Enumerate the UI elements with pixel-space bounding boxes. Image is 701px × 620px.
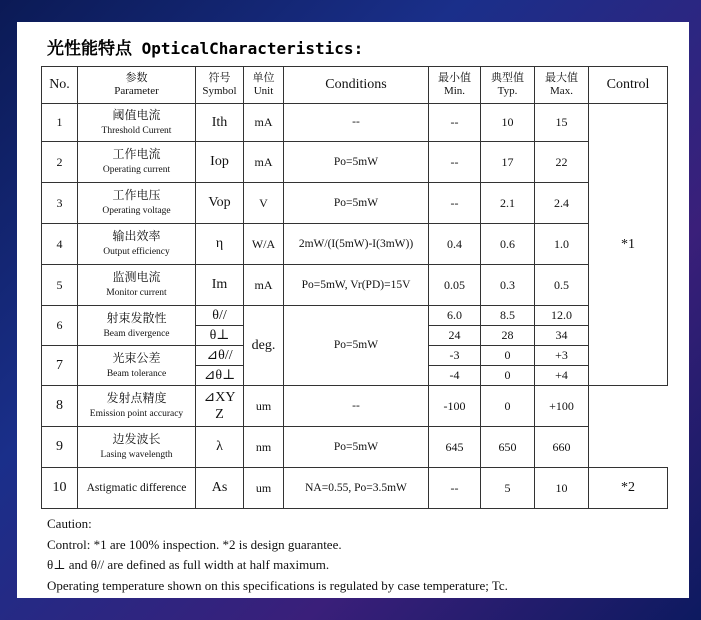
control-cell-2: *2 xyxy=(589,468,668,509)
row-number: 3 xyxy=(42,183,78,224)
parameter-cell: 阈值电流 Threshold Current xyxy=(78,104,196,142)
max-cell: 15 xyxy=(535,104,589,142)
min-cell: -3 xyxy=(429,346,481,366)
symbol-cell: Ith xyxy=(196,104,244,142)
optical-characteristics-table xyxy=(41,66,668,509)
header-control: Control xyxy=(589,67,668,104)
conditions-cell: Po=5mW xyxy=(284,427,429,468)
typ-cell: 28 xyxy=(481,326,535,346)
header-unit: 单位 Unit xyxy=(244,67,284,104)
max-cell: +3 xyxy=(535,346,589,366)
parameter-cell: 射束发散性 Beam divergence xyxy=(78,306,196,346)
symbol-cell: ⊿XY Z xyxy=(196,386,244,427)
max-cell: 12.0 xyxy=(535,306,589,326)
max-cell: +100 xyxy=(535,386,589,427)
typ-cell: 0.3 xyxy=(481,265,535,306)
max-cell: 34 xyxy=(535,326,589,346)
row-number: 6 xyxy=(42,306,78,346)
parameter-cell: 工作电压 Operating voltage xyxy=(78,183,196,224)
symbol-cell: Im xyxy=(196,265,244,306)
min-cell: -- xyxy=(429,183,481,224)
unit-cell: deg. xyxy=(244,306,284,386)
max-cell: 1.0 xyxy=(535,224,589,265)
caution-line: Operating temperature shown on this specifications is regulated by case temperature; Tc. xyxy=(47,577,508,593)
unit-cell: W/A xyxy=(244,224,284,265)
parameter-cell: 监测电流 Monitor current xyxy=(78,265,196,306)
row-number: 1 xyxy=(42,104,78,142)
conditions-cell: NA=0.55, Po=3.5mW xyxy=(284,468,429,509)
typ-cell: 10 xyxy=(481,104,535,142)
table-row xyxy=(42,265,668,306)
typ-cell: 0 xyxy=(481,386,535,427)
min-cell: 645 xyxy=(429,427,481,468)
parameter-cell: Astigmatic difference xyxy=(78,468,196,509)
header-no: No. xyxy=(42,67,78,104)
unit-cell: mA xyxy=(244,104,284,142)
row-number: 8 xyxy=(42,386,78,427)
caution-line: Control: *1 are 100% inspection. *2 is design guarantee. xyxy=(47,536,342,552)
min-cell: 24 xyxy=(429,326,481,346)
table-row xyxy=(42,427,668,468)
conditions-cell: 2mW/(I(5mW)-I(3mW)) xyxy=(284,224,429,265)
caution-notes xyxy=(47,514,508,596)
conditions-cell: Po=5mW xyxy=(284,306,429,386)
symbol-cell: As xyxy=(196,468,244,509)
max-cell: 22 xyxy=(535,142,589,183)
spec-sheet-panel xyxy=(17,22,689,598)
row-number: 5 xyxy=(42,265,78,306)
max-cell: 10 xyxy=(535,468,589,509)
header-min: 最小值 Min. xyxy=(429,67,481,104)
header-row xyxy=(42,67,668,104)
row-number: 10 xyxy=(42,468,78,509)
unit-cell: V xyxy=(244,183,284,224)
conditions-cell: Po=5mW xyxy=(284,183,429,224)
parameter-cell: 输出效率 Output efficiency xyxy=(78,224,196,265)
parameter-cell: 光束公差 Beam tolerance xyxy=(78,346,196,386)
parameter-cell: 发射点精度 Emission point accuracy xyxy=(78,386,196,427)
row-number: 4 xyxy=(42,224,78,265)
max-cell: +4 xyxy=(535,366,589,386)
conditions-cell: -- xyxy=(284,386,429,427)
typ-cell: 8.5 xyxy=(481,306,535,326)
typ-cell: 0.6 xyxy=(481,224,535,265)
unit-cell: um xyxy=(244,386,284,427)
max-cell: 660 xyxy=(535,427,589,468)
table-row xyxy=(42,183,668,224)
section-title: 光性能特点 OpticalCharacteristics: xyxy=(47,39,364,59)
table-row xyxy=(42,224,668,265)
parameter-cell: 边发波长 Lasing wavelength xyxy=(78,427,196,468)
typ-cell: 650 xyxy=(481,427,535,468)
min-cell: 0.4 xyxy=(429,224,481,265)
header-symbol: 符号 Symbol xyxy=(196,67,244,104)
typ-cell: 2.1 xyxy=(481,183,535,224)
symbol-cell: ⊿θ// xyxy=(196,346,244,366)
table-row xyxy=(42,142,668,183)
symbol-cell: Iop xyxy=(196,142,244,183)
symbol-cell: θ// xyxy=(196,306,244,326)
caution-line: θ⊥ and θ// are defined as full width at half maximum. xyxy=(47,557,330,572)
unit-cell: nm xyxy=(244,427,284,468)
typ-cell: 17 xyxy=(481,142,535,183)
row-number: 2 xyxy=(42,142,78,183)
typ-cell: 0 xyxy=(481,346,535,366)
unit-cell: um xyxy=(244,468,284,509)
symbol-cell: θ⊥ xyxy=(196,326,244,346)
min-cell: -- xyxy=(429,468,481,509)
min-cell: -100 xyxy=(429,386,481,427)
symbol-cell: λ xyxy=(196,427,244,468)
conditions-cell: -- xyxy=(284,104,429,142)
header-max: 最大值 Max. xyxy=(535,67,589,104)
min-cell: 6.0 xyxy=(429,306,481,326)
caution-heading: Caution: xyxy=(47,516,92,531)
control-cell-1: *1 xyxy=(589,104,668,386)
conditions-cell: Po=5mW xyxy=(284,142,429,183)
row-number: 9 xyxy=(42,427,78,468)
typ-cell: 0 xyxy=(481,366,535,386)
symbol-cell: Vop xyxy=(196,183,244,224)
max-cell: 2.4 xyxy=(535,183,589,224)
header-parameter: 参数 Parameter xyxy=(78,67,196,104)
table-row xyxy=(42,386,668,427)
min-cell: -- xyxy=(429,104,481,142)
min-cell: -- xyxy=(429,142,481,183)
table-row xyxy=(42,306,668,326)
min-cell: -4 xyxy=(429,366,481,386)
parameter-cell: 工作电流 Operating current xyxy=(78,142,196,183)
header-typ: 典型值 Typ. xyxy=(481,67,535,104)
symbol-cell: ⊿θ⊥ xyxy=(196,366,244,386)
typ-cell: 5 xyxy=(481,468,535,509)
header-conditions: Conditions xyxy=(284,67,429,104)
conditions-cell: Po=5mW, Vr(PD)=15V xyxy=(284,265,429,306)
unit-cell: mA xyxy=(244,265,284,306)
table-row xyxy=(42,468,668,509)
unit-cell: mA xyxy=(244,142,284,183)
symbol-cell: η xyxy=(196,224,244,265)
table-row xyxy=(42,104,668,142)
row-number: 7 xyxy=(42,346,78,386)
min-cell: 0.05 xyxy=(429,265,481,306)
max-cell: 0.5 xyxy=(535,265,589,306)
